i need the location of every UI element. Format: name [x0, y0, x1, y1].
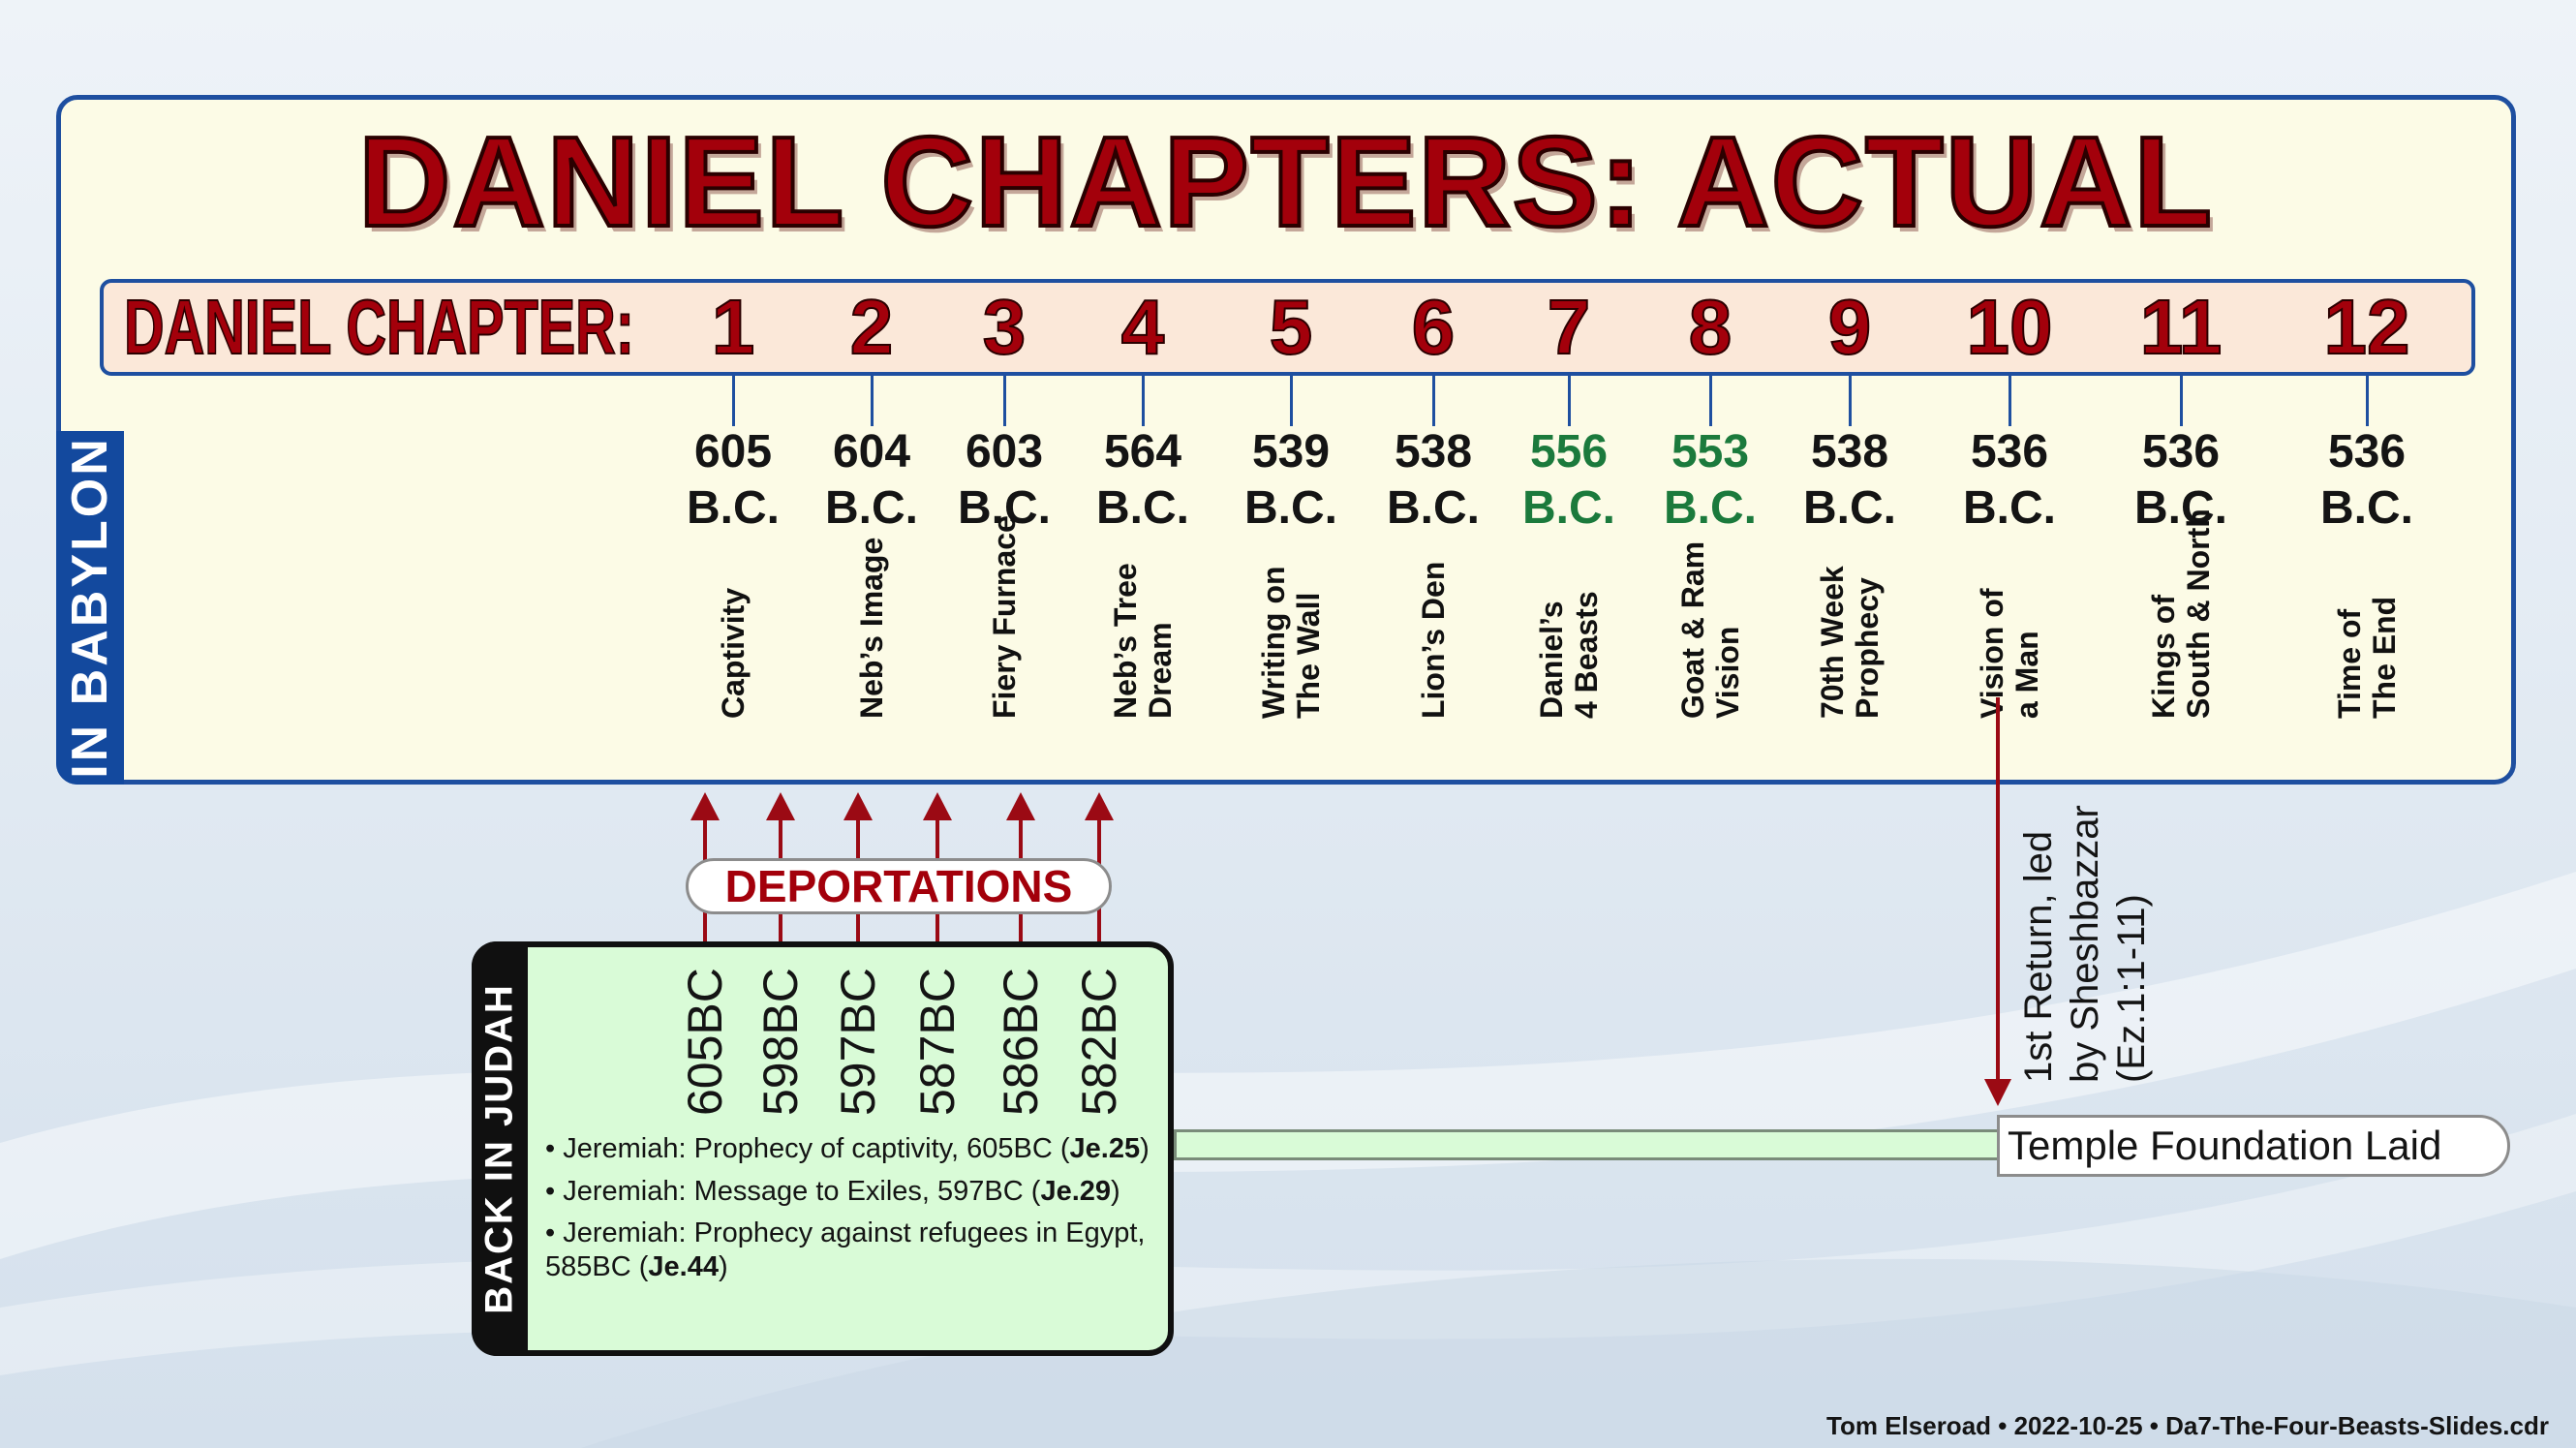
chapter-year-value: 604 — [832, 426, 911, 478]
chapter-year-era: B.C. — [1244, 482, 1337, 534]
note-text: • Jeremiah: Prophecy against refugees in Egypt, — [545, 1217, 1146, 1248]
chapter-number-6: 6 — [1411, 284, 1456, 370]
chapter-year-value: 539 — [1251, 426, 1331, 478]
chapter-year-value: 603 — [965, 426, 1044, 478]
chapter-year-value: 538 — [1810, 426, 1889, 478]
chapter-year-era: B.C. — [1963, 482, 2056, 534]
chapter-event-line: Fiery Furnace — [987, 515, 1022, 719]
chapter-year-value: 536 — [1970, 426, 2049, 478]
note-close: ) — [718, 1251, 728, 1282]
chapter-year-era: B.C. — [1664, 482, 1757, 534]
chapter-year-era: B.C. — [2320, 482, 2413, 534]
chapter-event-line: Writing on — [1256, 566, 1291, 719]
chapter-event-6 — [1416, 562, 1451, 719]
chapter-event-line: 4 Beasts — [1569, 591, 1604, 719]
footer-credit: Tom Elseroad • 2022-10-25 • Da7-The-Four-Beasts-Slides.cdr — [1826, 1411, 2549, 1440]
chapter-event-line: Kings of — [2146, 595, 2181, 719]
chapter-event-line: 70th Week — [1815, 566, 1850, 719]
chapter-tick-12 — [2366, 376, 2369, 426]
chapter-tick-9 — [1849, 376, 1852, 426]
chapter-event-10 — [1975, 588, 2044, 719]
first-return-label — [2015, 805, 2155, 1083]
chapter-event-line: Daniel’s — [1534, 601, 1569, 719]
chapter-event-line: South & North — [2181, 508, 2216, 719]
chapter-event-line: Vision — [1710, 626, 1745, 719]
chapter-year-10 — [1922, 424, 2097, 537]
babylon-side-tab — [56, 431, 124, 785]
chapter-year-era: B.C. — [1803, 482, 1896, 534]
chapter-year-era: B.C. — [2134, 482, 2227, 534]
chapter-year-era: B.C. — [687, 482, 780, 534]
chapter-event-3 — [987, 515, 1022, 719]
chapter-event-line: The End — [2367, 596, 2402, 719]
chapter-number-2: 2 — [849, 284, 894, 370]
chapter-event-line: Lion’s Den — [1416, 561, 1451, 719]
chapter-event-1 — [716, 588, 751, 719]
chapter-tick-3 — [1003, 376, 1006, 426]
return-line: by Sheshbazzar — [2064, 805, 2106, 1083]
chapter-year-9 — [1763, 424, 1937, 537]
chapter-event-line: Neb’s Image — [854, 537, 889, 719]
jeremiah-note — [545, 1249, 728, 1284]
note-text: • Jeremiah: Prophecy of captivity, 605BC ( — [545, 1133, 1070, 1164]
chapter-tick-11 — [2180, 376, 2183, 426]
chapter-tick-7 — [1568, 376, 1571, 426]
chapter-year-era: B.C. — [1522, 482, 1615, 534]
babylon-label: IN BABYLON — [62, 436, 118, 779]
chapter-event-2 — [854, 538, 889, 719]
deportations-label: DEPORTATIONS — [686, 858, 1112, 914]
chapter-event-line: Prophecy — [1850, 577, 1885, 719]
chapter-tick-1 — [732, 376, 735, 426]
page-title: DANIEL CHAPTERS: ACTUAL — [358, 110, 2214, 253]
chapter-tick-4 — [1142, 376, 1145, 426]
chapter-tick-2 — [871, 376, 874, 426]
note-reference: Je.25 — [1069, 1133, 1141, 1164]
jeremiah-note — [545, 1174, 1120, 1209]
chapter-event-9 — [1815, 566, 1885, 719]
note-text: 585BC ( — [545, 1251, 649, 1282]
chapter-event-line: a Man — [2009, 631, 2044, 719]
chapter-event-5 — [1256, 566, 1326, 719]
chapter-event-11 — [2146, 508, 2216, 719]
chapter-year-era: B.C. — [1096, 482, 1189, 534]
chapter-event-line: Neb’s Tree — [1108, 563, 1143, 719]
chapter-number-8: 8 — [1688, 284, 1733, 370]
jeremiah-note — [545, 1131, 1150, 1166]
judah-label: BACK IN JUDAH — [477, 983, 521, 1314]
chapter-year-era: B.C. — [958, 482, 1051, 534]
chapter-year-value: 538 — [1394, 426, 1473, 478]
temple-timeline-bar — [1174, 1129, 2007, 1160]
chapter-event-7 — [1534, 591, 1604, 719]
return-line: (Ez.1:1-11) — [2110, 894, 2153, 1083]
chapter-number-7: 7 — [1547, 284, 1591, 370]
chapter-number-10: 10 — [1966, 284, 2053, 370]
note-reference: Je.29 — [1040, 1176, 1112, 1207]
temple-foundation-label: Temple Foundation Laid — [1997, 1115, 2510, 1177]
chapter-year-value: 556 — [1529, 426, 1609, 478]
chapter-tick-6 — [1432, 376, 1435, 426]
chapter-number-12: 12 — [2323, 284, 2410, 370]
chapter-event-line: Dream — [1143, 622, 1178, 719]
note-close: ) — [1111, 1176, 1120, 1207]
chapter-number-5: 5 — [1269, 284, 1313, 370]
chapter-number-11: 11 — [2139, 284, 2223, 370]
chapter-number-1: 1 — [711, 284, 755, 370]
chapter-year-value: 564 — [1103, 426, 1182, 478]
note-text: • Jeremiah: Message to Exiles, 597BC ( — [545, 1176, 1041, 1207]
chapter-number-9: 9 — [1827, 284, 1872, 370]
deportation-year: 587BC — [910, 968, 965, 1116]
chapter-tick-8 — [1709, 376, 1712, 426]
chapter-event-line: Captivity — [716, 587, 751, 719]
deportation-year: 598BC — [753, 968, 808, 1116]
chapter-year-era: B.C. — [825, 482, 918, 534]
note-reference: Je.44 — [648, 1251, 719, 1282]
deportation-year: 586BC — [994, 968, 1048, 1116]
deportation-year: 605BC — [678, 968, 732, 1116]
chapter-number-3: 3 — [982, 284, 1027, 370]
chapter-year-value: 553 — [1671, 426, 1750, 478]
chapter-event-line: Goat & Ram — [1675, 540, 1710, 719]
chapter-event-4 — [1108, 563, 1178, 719]
chapter-event-8 — [1675, 541, 1745, 719]
chapter-bar-label: DANIEL CHAPTER: — [124, 284, 634, 370]
note-close: ) — [1140, 1133, 1150, 1164]
chapter-event-line: Time of — [2332, 608, 2367, 719]
chapter-year-12 — [2280, 424, 2454, 537]
chapter-year-value: 605 — [693, 426, 773, 478]
deportation-year: 597BC — [831, 968, 885, 1116]
chapter-year-value: 536 — [2327, 426, 2407, 478]
chapter-event-line: The Wall — [1291, 592, 1326, 719]
chapter-event-12 — [2332, 597, 2402, 719]
chapter-number-4: 4 — [1120, 284, 1165, 370]
chapter-year-era: B.C. — [1387, 482, 1480, 534]
jeremiah-note — [545, 1216, 1146, 1250]
judah-side-tab — [472, 941, 528, 1356]
chapter-event-line: Vision of — [1975, 588, 2009, 719]
return-line: 1st Return, led — [2017, 830, 2060, 1083]
chapter-tick-10 — [2009, 376, 2011, 426]
chapter-tick-5 — [1290, 376, 1293, 426]
chapter-year-value: 536 — [2141, 426, 2221, 478]
deportation-year: 582BC — [1072, 968, 1126, 1116]
